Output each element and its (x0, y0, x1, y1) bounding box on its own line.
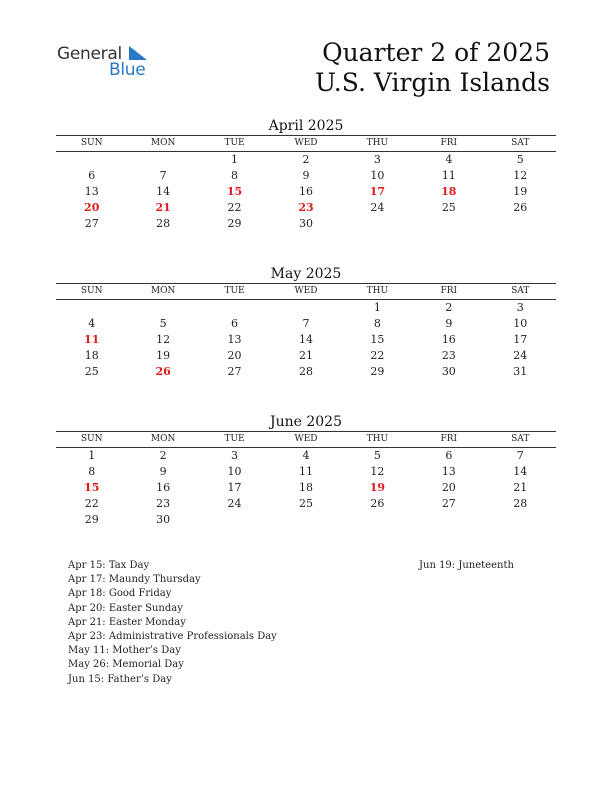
day-cell: 26 (513, 201, 528, 214)
month-calendar (56, 413, 556, 528)
day-cell: 29 (84, 513, 99, 526)
day-cell: 24 (227, 497, 242, 510)
week-row (56, 364, 556, 380)
week-row (56, 168, 556, 184)
day-cell: 11 (441, 169, 456, 182)
day-cell: 18 (298, 481, 313, 494)
day-cell: 24 (513, 349, 528, 362)
day-cell (485, 216, 556, 232)
day-cell: 12 (513, 169, 528, 182)
day-cell: 30 (156, 513, 171, 526)
week-row (56, 512, 556, 528)
holiday-day-cell: 19 (369, 481, 386, 494)
week-row (56, 200, 556, 216)
day-cell: 22 (370, 349, 385, 362)
day-cell (342, 216, 413, 232)
holiday-entry: Apr 17: Maundy Thursday (68, 574, 201, 586)
day-cell: 10 (513, 317, 528, 330)
day-cell: 27 (84, 217, 99, 230)
day-cell: 26 (370, 497, 385, 510)
week-row (56, 216, 556, 232)
holiday-day-cell: 26 (155, 365, 171, 378)
day-cell: 25 (441, 201, 456, 214)
weekday-label: TUE (224, 286, 245, 296)
day-cell: 13 (441, 465, 456, 478)
day-cell: 27 (441, 497, 456, 510)
weekday-label: FRI (440, 434, 458, 444)
day-cell: 11 (298, 465, 313, 478)
day-cell: 12 (156, 333, 171, 346)
day-cell: 21 (298, 349, 313, 362)
day-cell: 22 (84, 497, 99, 510)
day-cell: 30 (441, 365, 456, 378)
weekday-label: THU (366, 434, 389, 444)
day-cell: 28 (513, 497, 528, 510)
holiday-entry: Apr 15: Tax Day (68, 560, 150, 571)
day-cell: 21 (513, 481, 528, 494)
holiday-day-cell: 21 (155, 201, 171, 214)
day-cell: 22 (227, 201, 242, 214)
holiday-list-right (419, 559, 514, 573)
weekday-label: FRI (440, 138, 458, 148)
title-quarter: Quarter 2 of 2025 (322, 38, 550, 67)
week-row (56, 332, 556, 348)
logo-word-blue: Blue (109, 60, 146, 80)
weekday-label: MON (150, 286, 176, 296)
day-cell: 28 (298, 365, 313, 378)
day-cell: 2 (159, 449, 167, 462)
day-cell: 14 (513, 465, 528, 478)
day-cell (199, 512, 270, 528)
weekday-label: TUE (224, 434, 245, 444)
day-cell: 5 (516, 153, 524, 166)
day-cell: 8 (88, 465, 96, 478)
week-row (56, 184, 556, 200)
day-cell (413, 216, 484, 232)
day-cell: 23 (441, 349, 456, 362)
weekday-header (56, 135, 556, 152)
weekday-label: THU (366, 138, 389, 148)
day-cell: 17 (227, 481, 242, 494)
day-cell (485, 512, 556, 528)
day-cell: 7 (159, 169, 167, 182)
weekday-header (56, 431, 556, 448)
day-cell: 20 (441, 481, 456, 494)
day-cell: 25 (298, 497, 313, 510)
week-row (56, 480, 556, 496)
day-cell: 1 (373, 301, 381, 314)
day-cell: 3 (231, 449, 239, 462)
day-cell: 6 (445, 449, 453, 462)
day-cell: 9 (159, 465, 167, 478)
weekday-label: SAT (511, 434, 530, 444)
weekday-label: WED (294, 434, 318, 444)
weekday-label: SUN (80, 434, 103, 444)
day-cell: 17 (513, 333, 528, 346)
page-title (315, 38, 550, 98)
day-cell (127, 300, 198, 316)
weekday-label: WED (294, 138, 318, 148)
week-row (56, 300, 556, 316)
day-cell: 6 (88, 169, 96, 182)
weekday-header (56, 283, 556, 300)
holiday-day-cell: 18 (441, 185, 457, 198)
day-cell: 16 (156, 481, 171, 494)
week-row (56, 152, 556, 168)
month-title: June 2025 (269, 414, 342, 430)
day-cell: 1 (231, 153, 239, 166)
holiday-entry: May 26: Memorial Day (68, 659, 184, 671)
day-cell: 2 (445, 301, 453, 314)
week-row (56, 348, 556, 364)
day-cell: 16 (298, 185, 313, 198)
day-cell: 25 (84, 365, 99, 378)
holiday-entry: Apr 21: Easter Monday (68, 616, 186, 628)
weekday-label: MON (150, 434, 176, 444)
holiday-day-cell: 20 (84, 201, 100, 214)
weekday-label: SUN (80, 286, 103, 296)
day-cell: 3 (373, 153, 381, 166)
holiday-entry: Apr 18: Good Friday (68, 588, 172, 600)
day-cell: 12 (370, 465, 385, 478)
weekday-label: THU (366, 286, 389, 296)
day-cell: 23 (156, 497, 171, 510)
day-cell: 6 (231, 317, 239, 330)
holiday-entry: Jun 19: Juneteenth (419, 560, 514, 571)
day-cell: 29 (227, 217, 242, 230)
month-title: May 2025 (270, 266, 342, 282)
day-cell: 7 (516, 449, 524, 462)
week-row (56, 448, 556, 464)
week-row (56, 496, 556, 512)
day-cell: 4 (88, 317, 96, 330)
day-cell: 10 (370, 169, 385, 182)
holiday-entry: Apr 20: Easter Sunday (68, 602, 183, 614)
day-cell: 10 (227, 465, 242, 478)
day-cell: 4 (445, 153, 453, 166)
day-cell: 14 (156, 185, 171, 198)
logo-word-general: General (57, 44, 122, 64)
holiday-day-cell: 17 (369, 185, 386, 198)
day-cell: 18 (84, 349, 99, 362)
holiday-entry: Jun 15: Father’s Day (68, 673, 172, 685)
weekday-label: SAT (511, 286, 530, 296)
holiday-day-cell: 15 (226, 185, 243, 198)
weekday-label: FRI (440, 286, 458, 296)
title-region: U.S. Virgin Islands (315, 68, 550, 97)
holiday-day-cell: 11 (84, 333, 100, 346)
month-title: April 2025 (268, 118, 344, 134)
holiday-entry: Apr 23: Administrative Professionals Day (68, 631, 277, 643)
week-row (56, 464, 556, 480)
day-cell: 3 (516, 301, 524, 314)
holiday-list-left (68, 559, 277, 687)
day-cell (270, 300, 341, 316)
day-cell: 7 (302, 317, 310, 330)
day-cell: 13 (227, 333, 242, 346)
generalblue-logo (57, 44, 157, 84)
day-cell: 8 (231, 169, 239, 182)
weekday-label: TUE (224, 138, 245, 148)
month-calendar (56, 265, 556, 380)
holiday-day-cell: 15 (84, 481, 100, 494)
day-cell: 19 (156, 349, 171, 362)
day-cell: 2 (302, 153, 310, 166)
day-cell: 9 (302, 169, 310, 182)
day-cell: 27 (227, 365, 242, 378)
week-row (56, 316, 556, 332)
day-cell: 20 (227, 349, 242, 362)
day-cell (413, 512, 484, 528)
day-cell: 13 (84, 185, 99, 198)
day-cell: 4 (302, 449, 310, 462)
day-cell: 5 (159, 317, 167, 330)
holiday-day-cell: 23 (298, 201, 314, 214)
day-cell (56, 152, 127, 168)
day-cell: 16 (441, 333, 456, 346)
day-cell: 28 (156, 217, 171, 230)
day-cell: 9 (445, 317, 453, 330)
day-cell: 29 (370, 365, 385, 378)
day-cell: 1 (88, 449, 96, 462)
day-cell: 14 (298, 333, 313, 346)
day-cell (56, 300, 127, 316)
day-cell (270, 512, 341, 528)
day-cell: 31 (513, 365, 528, 378)
month-calendar (56, 117, 556, 232)
weekday-label: SAT (511, 138, 530, 148)
day-cell (127, 152, 198, 168)
day-cell: 30 (298, 217, 313, 230)
weekday-label: SUN (80, 138, 103, 148)
day-cell: 15 (370, 333, 385, 346)
weekday-label: WED (294, 286, 318, 296)
day-cell: 24 (370, 201, 385, 214)
day-cell (342, 512, 413, 528)
weekday-label: MON (150, 138, 176, 148)
day-cell: 19 (513, 185, 528, 198)
holiday-entry: May 11: Mother’s Day (68, 645, 181, 657)
day-cell: 5 (373, 449, 381, 462)
day-cell: 8 (373, 317, 381, 330)
day-cell (199, 300, 270, 316)
